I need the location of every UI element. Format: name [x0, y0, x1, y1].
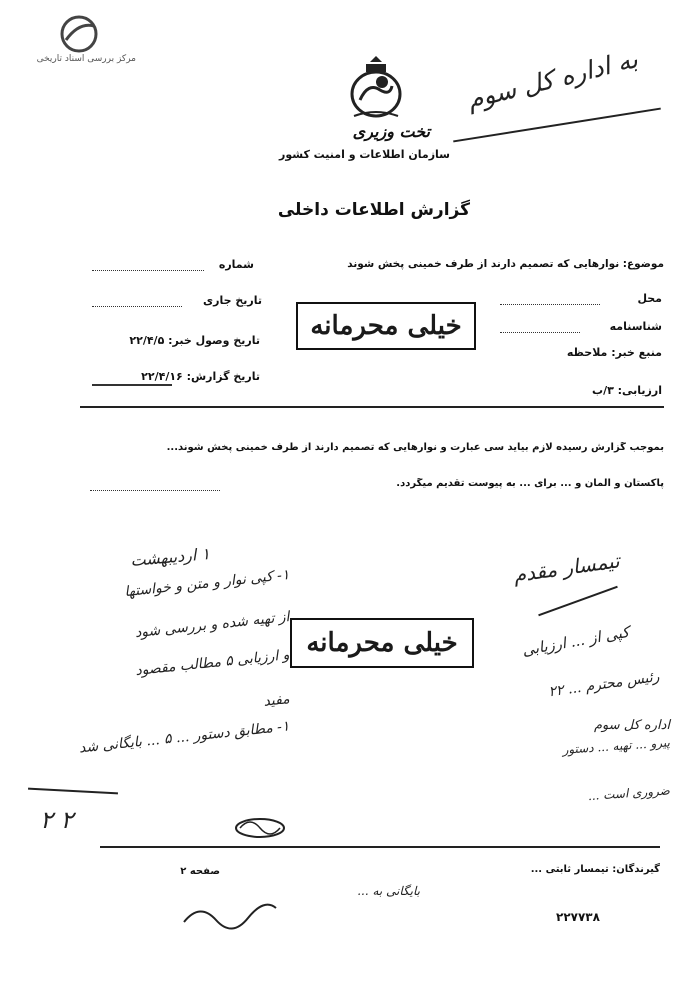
right-note-3: رئیس محترم ... ۲۲ [547, 668, 661, 701]
report-date-full: تاریخ گزارش: ۲۲/۴/۱۶ [141, 370, 260, 383]
footer-rule [100, 846, 660, 848]
signature-scribble-icon [230, 810, 290, 846]
number-dots [92, 270, 204, 271]
crown-lion-sun-icon [346, 56, 406, 122]
left-signature: ۲ ۲ [40, 806, 74, 834]
number-label: شماره [218, 258, 254, 271]
footer-recipients: گیرندگان: تیمسار ثابتی ... [530, 864, 660, 875]
place-label: محل [637, 292, 662, 305]
report-date-label: تاریخ جاری [203, 294, 262, 307]
source-id-dots [500, 332, 580, 333]
report-date-underline [92, 384, 172, 386]
emblem [346, 56, 406, 122]
watermark-text: مرکز بررسی اسناد تاریخی [36, 54, 136, 64]
body-line-2-dots [90, 490, 220, 491]
place-dots [500, 304, 600, 305]
addressee-underline [453, 108, 661, 143]
left-note-rule [28, 788, 118, 795]
header-rule [80, 406, 664, 408]
confidential-stamp-middle: خیلی محرمانه [290, 618, 474, 668]
right-note-4: اداره کل سوم [593, 718, 670, 733]
left-note-4: مفید [262, 691, 291, 710]
left-note-1: ۱- کپی نوار و متن و خواستها [123, 566, 291, 601]
right-note-6: ضروری است ... [587, 783, 671, 804]
source-name: منبع خبر: ملاحظه [566, 346, 662, 359]
left-note-5: ۱- مطابق دستور ... ۵ ... بایگانی شد [78, 718, 291, 757]
evaluation: ارزیابی: ۳/ب [592, 384, 662, 397]
right-note-2: کپی از ... ارزیابی [520, 622, 631, 660]
right-note-5: پیرو ... تهیه ... دستور [562, 735, 671, 757]
source-id-label: شناسنامه [609, 320, 662, 333]
receipt-date: تاریخ وصول خبر: ۲۲/۴/۵ [129, 334, 260, 347]
page-label: صفحه ۲ [180, 866, 220, 877]
body-line-1: بموجب گزارش رسیده لازم بیاید سی عبارت و نوارهایی که تصمیم دارند از طرف خمینی پخش شوند... [166, 442, 664, 453]
body-line-2: پاکستان و آلمان و ... برای ... به پیوست تقدیم میگردد. [396, 478, 664, 489]
report-title: گزارش اطلاعات داخلی [277, 200, 470, 220]
archive-logo-icon [56, 14, 102, 54]
signature-scribble-bottom-icon [180, 898, 280, 932]
subject-field: موضوع: نوارهایی که تصمیم دارند از طرف خمینی پخش شوند [347, 258, 664, 270]
right-note-1: تیمسار مقدم [511, 548, 621, 588]
watermark-logo [26, 14, 136, 64]
archive-number: ۲۲۷۷۳۸ [556, 910, 600, 924]
left-note-2: از تهیه شده و بررسی شود [134, 608, 291, 642]
left-note-3: و ارزیابی ۵ مطالب مقصود [134, 646, 291, 680]
left-note-top: ۱ اردیبهشت [129, 544, 211, 570]
addressee: به اداره کل سوم [464, 44, 641, 115]
right-note-stroke [538, 586, 618, 617]
report-date-dots [92, 306, 182, 307]
header-subtitle: سازمان اطلاعات و امنیت کشور [279, 148, 450, 161]
confidential-stamp-top: خیلی محرمانه [296, 302, 476, 350]
header-title: تخت وزیری [352, 122, 430, 141]
footer-note: بایگانی به ... [357, 884, 420, 898]
